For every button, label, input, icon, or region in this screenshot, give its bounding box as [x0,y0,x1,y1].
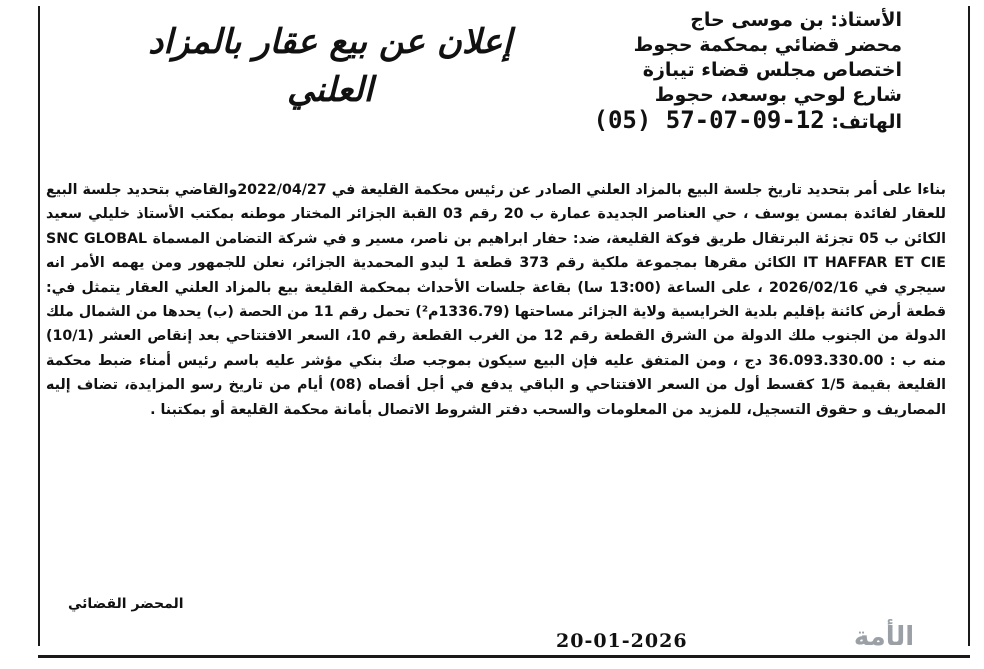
publication-date: 20-01-2026 [556,630,688,652]
bottom-divider [38,655,970,658]
announcement-title: إعلان عن بيع عقار بالمزاد العلني [148,22,512,110]
announcement-body: بناءا على أمر بتحديد تاريخ جلسة البيع بالمزاد العلني الصادر عن رئيس محكمة القليعة في 2022/04/27والقاضي بتحديد جلسة البيع للعقار لفائدة بمسن يوسف ، حي العناصر الجديدة عمارة ب 20 رقم 03 القبة الجزائر المختار موطنه بمكتب الأستاذ خليلي سعيد الكائن ب 05 تجزئة البرتقال طريق فوكة القليعة، ضد: حفار ابراهيم بن ناصر، مسير و في شركة التضامن المسماة SNC GLOBAL IT HAFFAR ET CIE الكائن مقرها بمجموعة ملكية رقم 373 قطعة 1 ليدو المحمدية الجزائر، نعلن للجمهور ومن يهمه الأمر انه سيجري في 2026/02/16 ، على الساعة (13:00 سا) بقاعة جلسات الأحداث بمحكمة القليعة بيع بالمزاد العلني العقار يتمثل في: قطعة أرض كائنة بإقليم بلدية الخرايسية ولاية الجزائر مساحتها (1336.79م²) تحمل رقم 11 من الحصة (ب) يحدها من الشمال ملك الدولة من الجنوب ملك الدولة من الشرق القطعة رقم 12 من الغرب القطعة رقم 10، السعر الافتتاحي بعد إنقاص العشر (10/1) منه ب : 36.093.330.00 دج ، ومن المتفق عليه فإن البيع سيكون بموجب صك بنكي مؤشر عليه باسم رئيس أمناء ضبط محكمة القليعة بقيمة 1/5 كقسط أول من السعر الافتتاحي و الباقي يدفع في أجل أقصاه (08) أيام من تاريخ رسو المزايدة، تضاف إليه المصاريف و حقوق التسجيل، للمزيد من المعلومات والسحب دفتر الشروط الاتصال بأمانة محكمة القليعة أو بمكتبنا . [46,182,947,418]
phone-number: (05) 57-07-09-12 [593,106,825,134]
author-line: شارع لوحي بوسعد، حجوط [654,84,902,106]
author-line: الأستاذ: بن موسى حاج [690,9,902,31]
author-line: محضر قضائي بمحكمة حجوط [633,34,902,56]
author-line: اختصاص مجلس قضاء تيبازة [642,59,902,81]
author-block [482,8,902,135]
phone-label: الهاتف: [831,111,902,133]
phone-line [482,108,902,135]
signature-label: المحضر القضائي [68,596,184,612]
newspaper-logo: الأمة [853,622,915,652]
